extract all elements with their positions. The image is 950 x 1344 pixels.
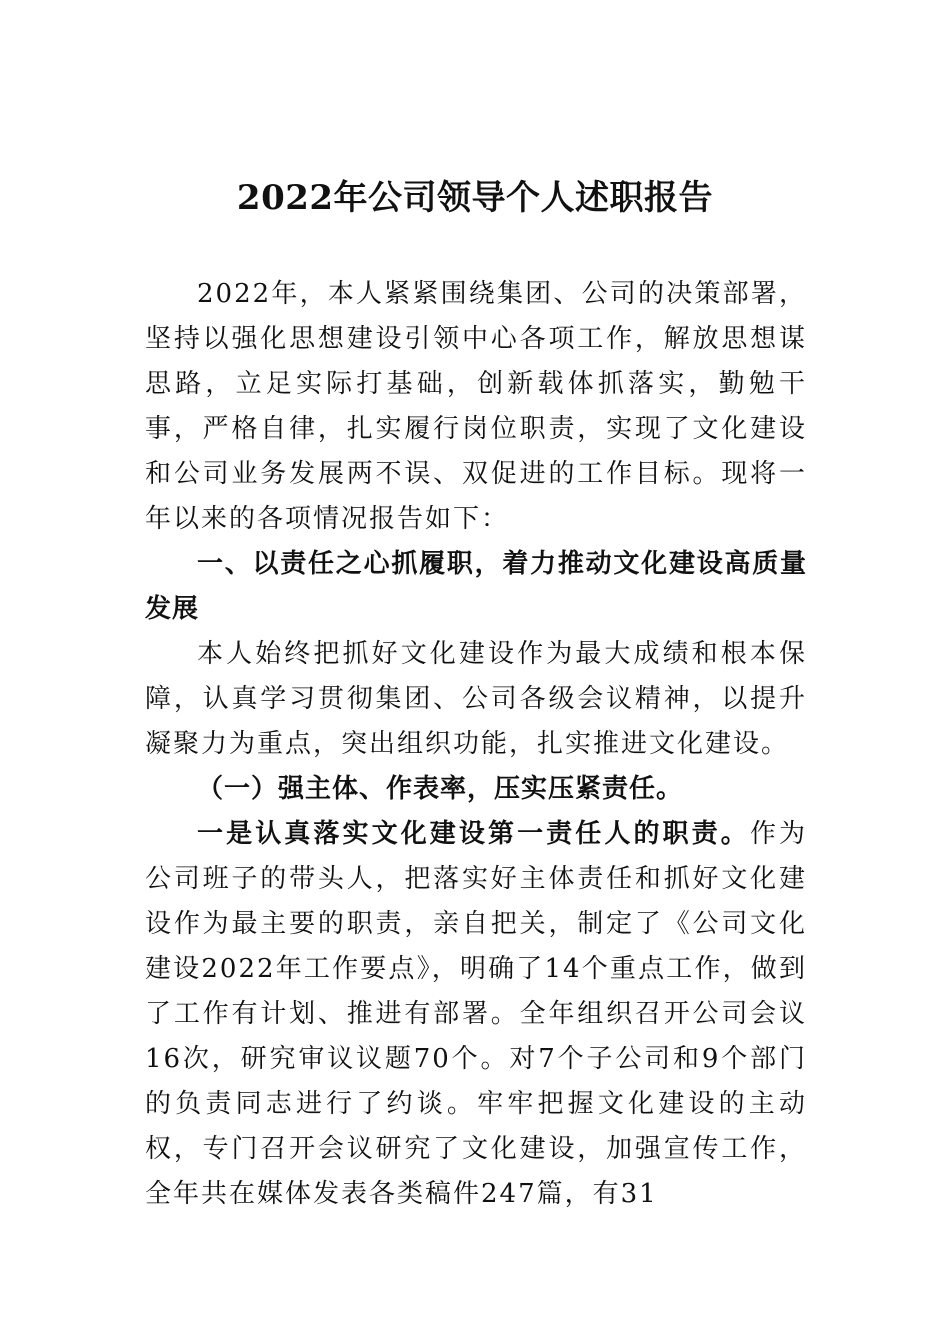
item1-body: 作为公司班子的带头人，把落实好主体责任和抓好文化建设作为最主要的职责，亲自把关，制定了《公司文化建设2022年工作要点》，明确了14个重点工作，做到了工作有计划、推进有部署。全年组织召开公司会议16次，研究审议议题70个。对7个子公司和9个部门的负责同志进行了约谈。牢牢把握文化建设的主动权，专门召开会议研究了文化建设，加强宣传工作，全年共在媒体发表各类稿件247篇，有31 (145, 819, 807, 1209)
subsection-heading-1: （一）强主体、作表率，压实压紧责任。 (197, 774, 684, 804)
item1-paragraph (145, 812, 807, 1217)
intro-paragraph: 2022年，本人紧紧围绕集团、公司的决策部署，坚持以强化思想建设引领中心各项工作，解放思想谋思路，立足实际打基础，创新载体抓落实，勤勉干事，严格自律，扎实履行岗位职责，实现了文化建设和公司业务发展两不误、双促进的工作目标。现将一年以来的各项情况报告如下： (145, 279, 807, 534)
document-title: 2022年公司领导个人述职报告 (236, 178, 714, 218)
section-heading-1: 一、以责任之心抓履职，着力推动文化建设高质量发展 (145, 549, 807, 624)
item1-lead: 一是认真落实文化建设第一责任人的职责。 (197, 819, 750, 849)
document-body (145, 272, 807, 1217)
section1-paragraph: 本人始终把抓好文化建设作为最大成绩和根本保障，认真学习贯彻集团、公司各级会议精神，以提升凝聚力为重点，突出组织功能，扎实推进文化建设。 (145, 639, 807, 759)
